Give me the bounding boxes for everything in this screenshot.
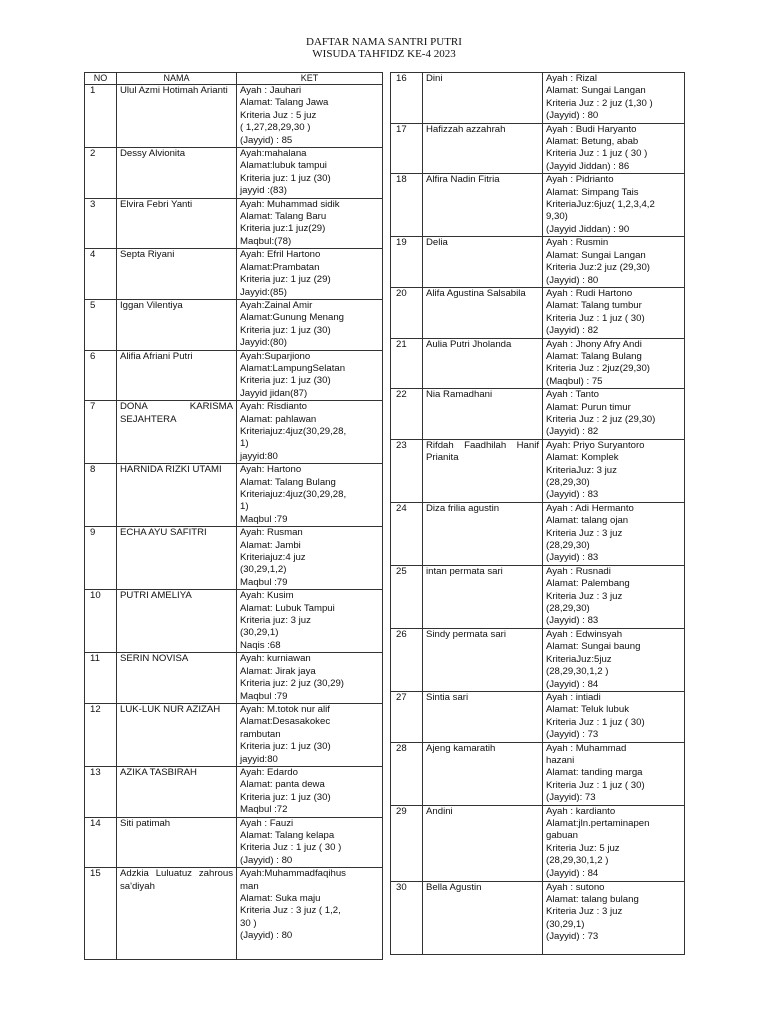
keterangan-line: Alamat: panta dewa: [240, 779, 325, 791]
row-number: 1: [85, 85, 117, 148]
santri-keterangan: [543, 565, 685, 628]
table-row: [85, 249, 383, 300]
keterangan-line: Ayah : Budi Haryanto: [546, 123, 637, 135]
keterangan-line: Ayah : Tanto: [546, 389, 599, 401]
row-number: 6: [85, 350, 117, 401]
santri-name: Dessy Alvionita: [117, 148, 237, 199]
table-row: [391, 439, 685, 502]
santri-keterangan: [543, 389, 685, 440]
table-row: [391, 237, 685, 288]
table-row: [85, 653, 383, 704]
keterangan-line: Alamat: Talang Jawa: [240, 97, 329, 109]
keterangan-line: Ayah: kurniawan: [240, 653, 311, 665]
keterangan-line: Maqbul :72: [240, 804, 288, 816]
keterangan-line: Maqbul:(78): [240, 235, 292, 247]
santri-name: Adzkia Luluatuz zahrous sa'diyah: [117, 868, 237, 960]
row-number: 9: [85, 527, 117, 590]
keterangan-line: Kriteria Juz : 2 juz (29,30): [546, 413, 656, 425]
keterangan-line: Ayah : Rudi Hartono: [546, 287, 633, 299]
keterangan-line: Ayah: Kusim: [240, 590, 294, 602]
keterangan-line: Ayah : intiadi: [546, 691, 601, 703]
santri-keterangan: [543, 742, 685, 805]
keterangan-line: Ayah : Muhammad: [546, 742, 627, 754]
row-number: 5: [85, 299, 117, 350]
keterangan-line: Alamat: Purun timur: [546, 401, 631, 413]
santri-keterangan: [543, 502, 685, 565]
keterangan-line: Kriteria Juz:2 juz (29,30): [546, 262, 650, 274]
table-row: [391, 502, 685, 565]
keterangan-line: Ayah: Muhammad sidik: [240, 198, 340, 210]
keterangan-line: Ayah: Rusman: [240, 527, 303, 539]
keterangan-line: (Jayyid) : 82: [546, 426, 599, 438]
keterangan-line: Kriteria juz: 2 juz (30,29): [240, 678, 344, 690]
keterangan-line: (Jayyid) : 83: [546, 615, 599, 627]
keterangan-line: (Jayyid) : 82: [546, 325, 599, 337]
keterangan-line: (Jayyid) : 73: [546, 729, 599, 741]
santri-name: Iggan Vilentiya: [117, 299, 237, 350]
keterangan-line: Ayah : Pidrianto: [546, 174, 614, 186]
table-row: [85, 350, 383, 401]
keterangan-line: Kriteria juz:1 juz(29): [240, 223, 326, 235]
keterangan-line: 1): [240, 438, 249, 450]
keterangan-line: Jayyid:(85): [240, 286, 287, 298]
keterangan-line: Alamat: Lubuk Tampui: [240, 602, 335, 614]
keterangan-line: Ayah:Suparjiono: [240, 350, 311, 362]
santri-keterangan: [543, 73, 685, 124]
column-header-nama: NAMA: [117, 73, 237, 85]
keterangan-line: KriteriaJuz:6juz( 1,2,3,4,2: [546, 199, 655, 211]
keterangan-line: Kriteria juz: 1 juz (30): [240, 172, 331, 184]
santri-name: Dini: [423, 73, 543, 124]
santri-keterangan: [543, 338, 685, 389]
santri-keterangan: [237, 653, 383, 704]
keterangan-line: Ayah:Muhammadfaqihus: [240, 868, 346, 880]
keterangan-line: (Jayyid) : 80: [546, 110, 599, 122]
row-number: 7: [85, 401, 117, 464]
santri-keterangan: [237, 350, 383, 401]
keterangan-line: (Jayyid Jiddan) : 90: [546, 223, 630, 235]
row-number: 3: [85, 198, 117, 249]
keterangan-line: KriteriaJuz: 3 juz: [546, 464, 617, 476]
keterangan-line: (Maqbul) : 75: [546, 375, 603, 387]
santri-keterangan: [543, 628, 685, 691]
column-header-no: NO: [85, 73, 117, 85]
keterangan-line: (Jayyid) : 73: [546, 931, 599, 943]
keterangan-line: jayyid:80: [240, 753, 278, 765]
row-number: 27: [391, 691, 423, 742]
keterangan-line: ( 1,27,28,29,30 ): [240, 122, 311, 134]
row-number: 18: [391, 174, 423, 237]
santri-keterangan: [237, 817, 383, 868]
santri-name: Hafizzah azzahrah: [423, 123, 543, 174]
keterangan-line: Kriteria juz: 1 juz (29): [240, 274, 331, 286]
keterangan-line: Alamat: Suka maju: [240, 893, 321, 904]
table-row: [85, 703, 383, 766]
keterangan-line: Kriteria Juz : 1 juz ( 30): [546, 312, 645, 324]
keterangan-line: Kriteria Juz : 1 juz ( 30 ): [240, 842, 342, 854]
santri-name: Sintia sari: [423, 691, 543, 742]
table-row: [391, 565, 685, 628]
keterangan-line: Ayah : Rusnadi: [546, 565, 611, 577]
row-number: 23: [391, 439, 423, 502]
row-number: 22: [391, 389, 423, 440]
santri-name: Septa Riyani: [117, 249, 237, 300]
keterangan-line: Kriteria Juz : 1 juz ( 30 ): [546, 148, 648, 160]
keterangan-line: (Jayyid) : 80: [546, 274, 599, 286]
table-row: [391, 691, 685, 742]
table-row: [85, 766, 383, 817]
santri-keterangan: [543, 881, 685, 954]
keterangan-line: Alamat: Talang Baru: [240, 211, 327, 223]
keterangan-line: Jayyid:(80): [240, 337, 287, 349]
keterangan-line: Alamat: Palembang: [546, 578, 630, 590]
keterangan-line: Alamat:lubuk tampui: [240, 160, 327, 172]
keterangan-line: Alamat: tanding marga: [546, 767, 643, 779]
keterangan-line: Ayah : sutono: [546, 881, 605, 893]
row-number: 15: [85, 868, 117, 960]
keterangan-line: Alamat: talang bulang: [546, 893, 639, 905]
keterangan-line: Ayah : Rusmin: [546, 237, 609, 249]
row-number: 4: [85, 249, 117, 300]
keterangan-line: Ayah : Fauzi: [240, 817, 294, 829]
keterangan-line: Ayah : Jauhari: [240, 85, 302, 96]
keterangan-line: Alamat: Jambi: [240, 539, 301, 551]
santri-name: Bella Agustin: [423, 881, 543, 954]
keterangan-line: Jayyid jidan(87): [240, 387, 308, 399]
keterangan-line: Ayah: Hartono: [240, 464, 302, 476]
row-number: 28: [391, 742, 423, 805]
keterangan-line: Ayah : kardianto: [546, 805, 616, 817]
keterangan-line: (30,29,1,2): [240, 564, 287, 576]
santri-name: Nia Ramadhani: [423, 389, 543, 440]
table-row: [85, 817, 383, 868]
table-row: [85, 868, 383, 960]
keterangan-line: Alamat: Talang kelapa: [240, 829, 335, 841]
santri-name: Diza frilia agustin: [423, 502, 543, 565]
keterangan-line: (Jayyid) : 84: [546, 678, 599, 690]
keterangan-line: jayyid:80: [240, 450, 278, 462]
santri-name: intan permata sari: [423, 565, 543, 628]
keterangan-line: Kriteria Juz : 3 juz: [546, 590, 623, 602]
santri-keterangan: [543, 287, 685, 338]
santri-name: AZIKA TASBIRAH: [117, 766, 237, 817]
keterangan-line: Kriteria juz: 1 juz (30): [240, 791, 331, 803]
keterangan-line: (28,29,30): [546, 540, 590, 552]
row-number: 13: [85, 766, 117, 817]
keterangan-line: Alamat: Betung, abab: [546, 136, 639, 148]
santri-keterangan: [237, 198, 383, 249]
keterangan-line: rambutan: [240, 728, 281, 740]
keterangan-line: hazani: [546, 754, 575, 766]
santri-name: SERIN NOVISA: [117, 653, 237, 704]
santri-name: Siti patimah: [117, 817, 237, 868]
keterangan-line: KriteriaJuz:5juz: [546, 653, 612, 665]
santri-name: Delia: [423, 237, 543, 288]
document-subtitle: WISUDA TAHFIDZ KE-4 2023: [312, 48, 456, 60]
keterangan-line: Ayah: M.totok nur alif: [240, 703, 330, 715]
santri-keterangan: [237, 249, 383, 300]
table-row: [391, 73, 685, 124]
keterangan-line: (Jayyid) : 83: [546, 489, 599, 501]
row-number: 29: [391, 805, 423, 881]
table-row: [85, 85, 383, 148]
row-number: 30: [391, 881, 423, 954]
santri-name: Aulia Putri Jholanda: [423, 338, 543, 389]
santri-name: Alfira Nadin Fitria: [423, 174, 543, 237]
row-number: 25: [391, 565, 423, 628]
keterangan-line: (28,29,30): [546, 603, 590, 615]
row-number: 26: [391, 628, 423, 691]
keterangan-line: Kriteria Juz : 3 juz: [546, 527, 623, 539]
row-number: 10: [85, 590, 117, 653]
column-header-ket: KET: [237, 73, 383, 85]
santri-name: Alifa Agustina Salsabila: [423, 287, 543, 338]
row-number: 14: [85, 817, 117, 868]
table-body-left: [85, 85, 383, 960]
santri-name: Andini: [423, 805, 543, 881]
row-number: 16: [391, 73, 423, 124]
santri-keterangan: [237, 766, 383, 817]
keterangan-line: Maqbul :79: [240, 513, 288, 525]
row-number: 21: [391, 338, 423, 389]
keterangan-line: (Jayyid) : 83: [546, 552, 599, 564]
keterangan-line: Kriteria Juz : 3 juz: [546, 906, 623, 918]
keterangan-line: Alamat:Prambatan: [240, 261, 320, 273]
table-row: [391, 123, 685, 174]
santri-keterangan: [237, 401, 383, 464]
santri-keterangan: [237, 148, 383, 199]
keterangan-line: Kriteria juz: 1 juz (30): [240, 375, 331, 387]
keterangan-line: Ayah : Adi Hermanto: [546, 502, 634, 514]
santri-keterangan: [237, 299, 383, 350]
keterangan-line: (Jayyid Jiddan) : 86: [546, 160, 630, 172]
keterangan-line: Kriteria Juz: 5 juz: [546, 842, 620, 854]
table-row: [391, 881, 685, 954]
santri-keterangan: [237, 527, 383, 590]
santri-keterangan: [237, 85, 383, 148]
santri-keterangan: [543, 439, 685, 502]
keterangan-line: gabuan: [546, 830, 579, 842]
keterangan-line: Alamat: Talang Bulang: [546, 350, 642, 362]
keterangan-line: 9,30): [546, 211, 568, 223]
table-row: [85, 299, 383, 350]
keterangan-line: Ayah: Risdianto: [240, 401, 308, 413]
keterangan-line: Ayah: Priyo Suryantoro: [546, 439, 645, 451]
keterangan-line: Kriteria juz: 1 juz (30): [240, 324, 331, 336]
document-title: DAFTAR NAMA SANTRI PUTRI: [306, 36, 462, 48]
keterangan-line: Kriteriajuz:4juz(30,29,28,: [240, 489, 347, 500]
table-row: [391, 338, 685, 389]
keterangan-line: 30 ): [240, 917, 257, 929]
keterangan-line: (30,29,1): [240, 627, 279, 639]
keterangan-line: Alamat: Talang tumbur: [546, 300, 642, 312]
santri-name: Elvira Febri Yanti: [117, 198, 237, 249]
santri-name: DONA KARISMA SEJAHTERA: [117, 401, 237, 464]
keterangan-line: Ayah : Rizal: [546, 73, 598, 84]
table-row: [85, 527, 383, 590]
row-number: 2: [85, 148, 117, 199]
row-number: 11: [85, 653, 117, 704]
keterangan-line: Alamat:jln.pertaminapen: [546, 817, 650, 829]
santri-name: Ajeng kamaratih: [423, 742, 543, 805]
santri-keterangan: [237, 703, 383, 766]
keterangan-line: Alamat:Desasakokec: [240, 716, 331, 728]
santri-name: Rifdah Faadhilah Hanif Prianita: [423, 439, 543, 502]
keterangan-line: Ayah : Edwinsyah: [546, 628, 623, 640]
keterangan-line: Alamat: Jirak jaya: [240, 665, 316, 677]
keterangan-line: Naqis :68: [240, 639, 281, 651]
keterangan-line: Alamat:Gunung Menang: [240, 312, 344, 324]
keterangan-line: Kriteria Juz : 2 juz (1,30 ): [546, 97, 653, 109]
keterangan-line: Kriteriajuz:4 juz: [240, 552, 306, 564]
santri-keterangan: [237, 464, 383, 527]
santri-keterangan: [543, 691, 685, 742]
santri-keterangan: [543, 123, 685, 174]
keterangan-line: Ayah:mahalana: [240, 148, 307, 160]
keterangan-line: Ayah: Edardo: [240, 766, 298, 778]
keterangan-line: (Jayyid): 73: [546, 792, 596, 804]
keterangan-line: Alamat: Komplek: [546, 452, 619, 464]
keterangan-line: man: [240, 880, 259, 892]
keterangan-line: Alamat:LampungSelatan: [240, 362, 346, 374]
santri-keterangan: [543, 174, 685, 237]
table-body-right: [391, 73, 685, 955]
santri-name: PUTRI AMELIYA: [117, 590, 237, 653]
keterangan-line: Alamat: Sungai Langan: [546, 85, 646, 97]
keterangan-line: Kriteria Juz : 2juz(29,30): [546, 363, 650, 375]
keterangan-line: Alamat: Sungai baung: [546, 641, 641, 653]
keterangan-line: (Jayyid) : 84: [546, 867, 599, 879]
santri-name: Alifia Afriani Putri: [117, 350, 237, 401]
keterangan-line: Kriteria juz: 1 juz (30): [240, 741, 331, 753]
keterangan-line: Kriteria Juz : 5 juz: [240, 109, 317, 121]
row-number: 20: [391, 287, 423, 338]
santri-name: LUK-LUK NUR AZIZAH: [117, 703, 237, 766]
keterangan-line: (Jayyid) : 80: [240, 854, 293, 866]
keterangan-line: (28,29,30): [546, 477, 590, 488]
keterangan-line: (30,29,1): [546, 918, 585, 930]
keterangan-line: (Jayyid) : 80: [240, 930, 293, 942]
keterangan-line: Alamat: Talang Bulang: [240, 476, 336, 488]
keterangan-line: Kriteria Juz : 1 juz ( 30): [546, 716, 645, 728]
keterangan-line: Alamat: pahlawan: [240, 413, 317, 425]
santri-keterangan: [237, 590, 383, 653]
table-row: [391, 742, 685, 805]
keterangan-line: jayyid :(83): [240, 185, 287, 197]
keterangan-line: Kriteriajuz:4juz(30,29,28,: [240, 425, 347, 437]
keterangan-line: Kriteria Juz : 3 juz ( 1,2,: [240, 905, 341, 917]
table-row: [391, 628, 685, 691]
table-row: [85, 464, 383, 527]
table-row: [85, 148, 383, 199]
keterangan-line: (28,29,30,1,2 ): [546, 666, 609, 678]
keterangan-line: Kriteria juz: 3 juz: [240, 615, 311, 627]
table-row: [391, 389, 685, 440]
keterangan-line: Alamat: Teluk lubuk: [546, 704, 630, 716]
keterangan-line: Ayah: Efril Hartono: [240, 249, 321, 261]
keterangan-line: 1): [240, 501, 249, 513]
keterangan-line: Alamat: talang ojan: [546, 515, 629, 527]
keterangan-line: Alamat: Simpang Tais: [546, 186, 639, 198]
santri-name: Ulul Azmi Hotimah Arianti: [117, 85, 237, 148]
keterangan-line: Maqbul :79: [240, 690, 288, 702]
row-number: 8: [85, 464, 117, 527]
table-row: [85, 401, 383, 464]
santri-keterangan: [543, 237, 685, 288]
keterangan-line: (28,29,30,1,2 ): [546, 855, 609, 867]
table-row: [391, 805, 685, 881]
table-row: [85, 198, 383, 249]
row-number: 17: [391, 123, 423, 174]
santri-keterangan: [237, 868, 383, 960]
table-header-row: [85, 73, 383, 85]
santri-name: HARNIDA RIZKI UTAMI: [117, 464, 237, 527]
row-number: 19: [391, 237, 423, 288]
keterangan-line: Maqbul :79: [240, 576, 288, 588]
santri-table-left: [84, 72, 383, 960]
keterangan-line: Ayah:Zainal Amir: [240, 299, 313, 311]
table-row: [391, 174, 685, 237]
keterangan-line: Alamat: Sungai Langan: [546, 249, 646, 261]
santri-name: Sindy permata sari: [423, 628, 543, 691]
row-number: 12: [85, 703, 117, 766]
santri-table-right: [390, 72, 685, 955]
keterangan-line: (Jayyid) : 85: [240, 134, 293, 146]
keterangan-line: Kriteria Juz : 1 juz ( 30): [546, 779, 645, 791]
table-row: [391, 287, 685, 338]
santri-keterangan: [543, 805, 685, 881]
keterangan-line: Ayah : Jhony Afry Andi: [546, 338, 642, 350]
row-number: 24: [391, 502, 423, 565]
santri-name: ECHA AYU SAFITRI: [117, 527, 237, 590]
table-row: [85, 590, 383, 653]
